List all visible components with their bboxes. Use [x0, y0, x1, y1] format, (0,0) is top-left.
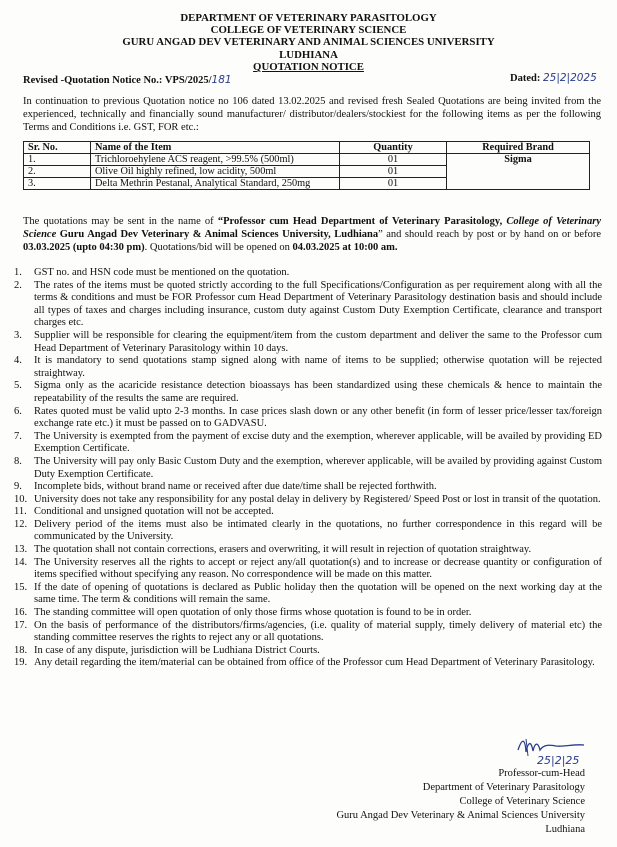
term-number: 8.: [14, 455, 22, 467]
row-qty: 01: [340, 166, 447, 178]
term-number: 9.: [14, 481, 22, 493]
dated-handwritten: 25|2|2025: [542, 72, 597, 84]
term-text: The standing committee will open quotation of only those firms whose quotation is found to be in order.: [34, 607, 472, 619]
term-number: 5.: [14, 380, 22, 392]
term-number: 16.: [14, 607, 28, 619]
signature-date: 25|2|25: [537, 754, 580, 767]
col-sr-no: Sr. No.: [24, 142, 91, 154]
term-text: On the basis of performance of the distributors/firms/agencies, (i.e. quality of material supply, timely delivery of material etc) the standing committee reserves the rights to reject any or all quotations.: [34, 619, 602, 644]
items-table: [23, 141, 590, 190]
signatory-college: College of Veterinary Science: [459, 796, 585, 807]
row-sr: 2.: [24, 166, 91, 178]
notice-number-handwritten: 181: [211, 74, 232, 86]
submission-paragraph: [23, 216, 601, 254]
signatory-city: Ludhiana: [545, 824, 585, 835]
notice-number: [23, 74, 232, 88]
term-number: 3.: [14, 329, 22, 341]
term-number: 15.: [14, 581, 28, 593]
terms-list: [14, 267, 602, 670]
submission-deadline: 03.03.2025 (upto 04:30 pm): [23, 241, 145, 253]
term-text: If the date of opening of quotations is declared as Public holiday then the quotation will be opened on the next working day at the same time. The term & conditions will remain the same.: [34, 581, 602, 606]
term-text: The rates of the items must be quoted strictly according to the full Specifications/Configuration as per requirement along with all the terms & conditions and must be FOR Professor cum Head Department of Veterinary Parasitology destination basis and should include all types of taxes and charges including insurance, custom duty against Custom Duty Exemption Certificate, clearance and transport charges etc.: [34, 279, 602, 329]
row-sr: 3.: [24, 178, 91, 190]
term-item: [14, 431, 602, 456]
term-item: [14, 657, 602, 670]
addressee-name: “Professor cum Head Department of Veterinary Parasitology,: [217, 216, 507, 227]
term-item: [14, 582, 602, 607]
term-number: 12.: [14, 518, 28, 530]
term-item: [14, 380, 602, 405]
term-number: 6.: [14, 405, 22, 417]
term-item: [14, 607, 602, 620]
term-item: [14, 280, 602, 330]
items-table-header: [24, 142, 590, 154]
term-item: [14, 645, 602, 658]
notice-title: QUOTATION NOTICE: [253, 61, 364, 73]
row-item: Trichloroehylene ACS reagent, >99.5% (500ml): [91, 154, 340, 166]
row-item: Delta Methrin Pestanal, Analytical Standard, 250mg: [91, 178, 340, 190]
opening-date: 04.03.2025 at 10:00 am.: [292, 241, 398, 253]
college-heading: COLLEGE OF VETERINARY SCIENCE: [210, 24, 407, 36]
term-item: [14, 519, 602, 544]
term-item: [14, 406, 602, 431]
term-text: Sigma only as the acaricide resistance detection bioassays has been standardized using these chemicals & hence to maintain the repeatability of the results the same are required.: [34, 380, 602, 404]
row-item: Olive Oil highly refined, low acidity, 500ml: [91, 166, 340, 178]
term-text: The University will pay only Basic Custom Duty and the exemption, wherever applicable, will be availed by providing against Custom Duty Exemption Certificate.: [34, 455, 602, 480]
term-number: 1.: [14, 267, 22, 278]
city-heading: LUDHIANA: [279, 49, 338, 61]
term-number: 13.: [14, 544, 28, 556]
term-number: 19.: [14, 657, 28, 669]
term-text: In case of any dispute, jurisdiction will be Ludhiana District Courts.: [34, 644, 320, 656]
term-text: The University reserves all the rights to accept or reject any/all quotation(s) and to increase or decrease quantity or configuration of items specified without specifying any reason. No correspondence will be made on this matter.: [34, 556, 602, 581]
dept-heading: DEPARTMENT OF VETERINARY PARASITOLOGY: [180, 12, 437, 24]
term-item: [14, 267, 602, 280]
signatory-dept: Department of Veterinary Parasitology: [422, 782, 585, 793]
term-text: Delivery period of the items must also be intimated clearly in the quotations, no further correspondence in this regard will be communicated by the University.: [34, 518, 602, 543]
table-row: [24, 154, 590, 166]
dated: [510, 72, 597, 86]
term-item: [14, 456, 602, 481]
term-item: [14, 494, 602, 507]
term-text: Any detail regarding the item/material can be obtained from office of the Professor cum Head Department of Veterinary Parasitology.: [34, 657, 595, 669]
term-number: 10.: [14, 493, 28, 505]
submission-text: . Quotations/bid will be opened on: [144, 241, 293, 253]
term-number: 14.: [14, 556, 28, 568]
term-number: 4.: [14, 355, 22, 367]
term-item: [14, 506, 602, 519]
term-number: 11.: [14, 506, 27, 518]
term-number: 17.: [14, 619, 28, 631]
term-item: [14, 355, 602, 380]
term-text: Conditional and unsigned quotation will not be accepted.: [34, 506, 274, 518]
term-text: University does not take any responsibility for any postal delay in delivery by Registered/ Speed Post or lost in transit of the quotation.: [34, 493, 601, 505]
row-qty: 01: [340, 154, 447, 166]
term-text: GST no. and HSN code must be mentioned on the quotation.: [34, 267, 290, 278]
term-text: Supplier will be responsible for clearing the equipment/item from the custom department and deliver the same to the Professor cum Head Department of Veterinary Parasitology within 10 days.: [34, 329, 602, 354]
dated-label: Dated:: [510, 73, 541, 84]
term-text: The quotation shall not contain corrections, erasers and overwriting, it will result in rejection of quotation straightway.: [34, 544, 532, 556]
university-heading: GURU ANGAD DEV VETERINARY AND ANIMAL SCIENCES UNIVERSITY: [122, 36, 495, 48]
col-quantity: Quantity: [340, 142, 447, 154]
col-item-name: Name of the Item: [91, 142, 340, 154]
term-text: The University is exempted from the payment of excise duty and the exemption, wherever applicable, will be availed by providing ED Exemption Certificate.: [34, 430, 602, 455]
intro-paragraph: In continuation to previous Quotation notice no 106 dated 13.02.2025 and revised fresh Sealed Quotations are being invited from the experienced, technically and financially sound manufacturer/ distributor/dealers/stockiest for the following items as per the following Terms and Conditions i.e. GST, FOR etc.:: [23, 96, 601, 133]
col-required-brand: Required Brand: [447, 142, 590, 154]
submission-text: The quotations may be sent in the name of: [23, 216, 218, 227]
term-text: It is mandatory to send quotations stamp signed along with name of items to be supplied; otherwise quotation will be rejected straightway.: [34, 355, 602, 379]
term-number: 7.: [14, 430, 22, 442]
required-brand: Sigma: [447, 154, 590, 190]
term-item: [14, 481, 602, 494]
addressee-college: College of Veterinary Science: [23, 216, 601, 240]
term-item: [14, 544, 602, 557]
term-item: [14, 620, 602, 645]
notice-label: Revised -Quotation Notice No.: VPS/2025/: [23, 75, 212, 86]
signatory-university: Guru Angad Dev Veterinary & Animal Sciences University: [336, 810, 585, 821]
addressee-university: Guru Angad Dev Veterinary & Animal Sciences University, Ludhiana: [56, 228, 379, 240]
term-text: Rates quoted must be valid upto 2-3 months. In case prices slash down or any other benefit (in form of lesser price/lesser tax/foreign exchange rate etc.) it must be passed on to GADVASU.: [34, 405, 602, 430]
signatory-title: Professor-cum-Head: [498, 768, 585, 779]
term-item: [14, 557, 602, 582]
term-item: [14, 330, 602, 355]
row-qty: 01: [340, 178, 447, 190]
row-sr: 1.: [24, 154, 91, 166]
term-number: 18.: [14, 644, 28, 656]
term-number: 2.: [14, 279, 22, 291]
term-text: Incomplete bids, without brand name or received after due date/time shall be rejected forthwith.: [34, 481, 437, 493]
submission-text: ” and should reach by post or by hand on or before: [378, 228, 601, 240]
